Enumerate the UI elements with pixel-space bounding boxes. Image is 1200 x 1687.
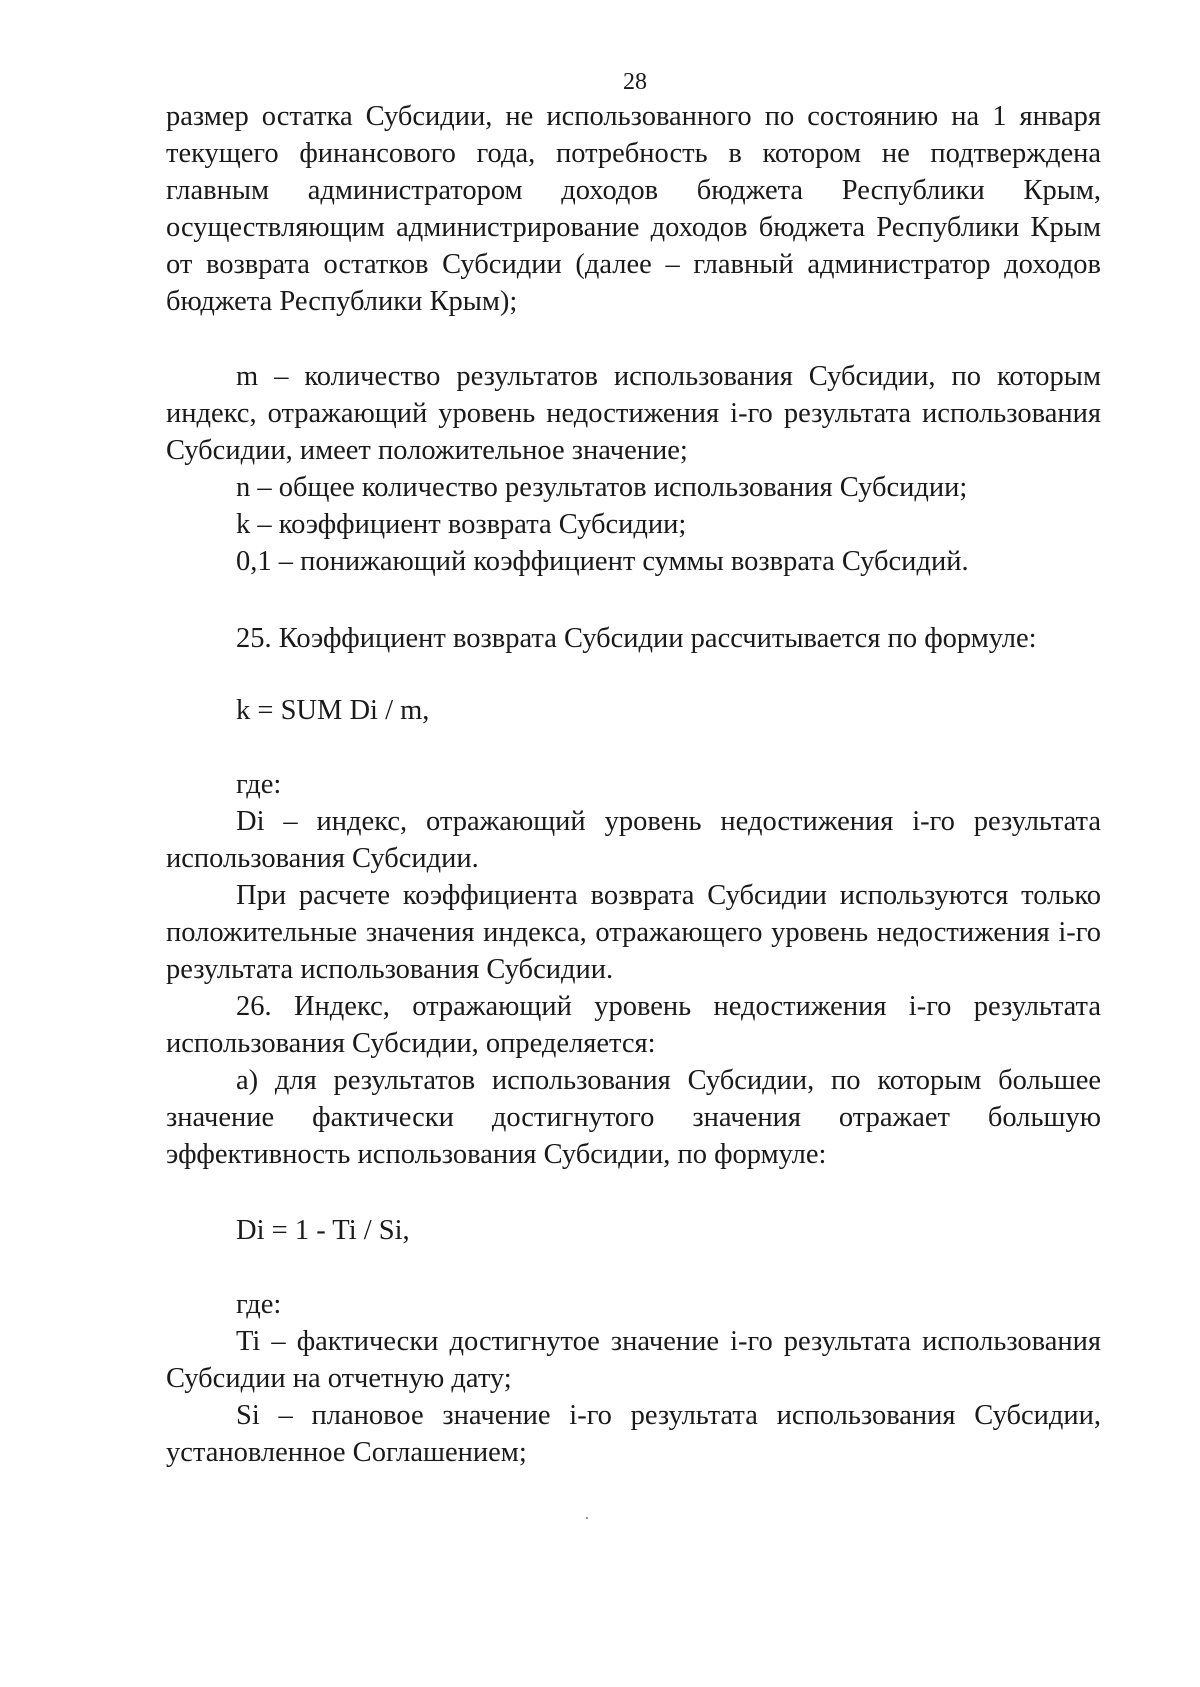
definitions-block [166, 358, 1101, 580]
section-25-paragraph: 25. Коэффициент возврата Субсидии рассчитывается по формуле: [236, 623, 1037, 654]
where-block-1 [166, 766, 1101, 1173]
where-label-2: где: [236, 1289, 282, 1320]
paragraph-positive-values: При расчете коэффициента возврата Субсидии используются только положительные значения индекса, отражающего уровень недостижения i-го результата использования Субсидии. [166, 880, 1101, 985]
definition-m: m – количество результатов использования Субсидии, по которым индекс, отражающий уровень недостижения i-го результата использования Субсидии, имеет положительное значение; [166, 361, 1101, 466]
where-block-2 [166, 1286, 1101, 1471]
section-25-heading-block [166, 620, 1101, 657]
definition-reduction-coefficient: 0,1 – понижающий коэффициент суммы возврата Субсидий. [236, 546, 969, 577]
definition-k: k – коэффициент возврата Субсидии; [236, 509, 687, 540]
definition-di: Di – индекс, отражающий уровень недостижения i-го результата использования Субсидии. [166, 806, 1101, 874]
formula-di-block [166, 1212, 1101, 1249]
formula-k: k = SUM Di / m, [236, 695, 430, 726]
formula-di: Di = 1 - Ti / Si, [236, 1215, 410, 1246]
formula-k-block [166, 692, 1101, 729]
where-label: где: [236, 769, 282, 800]
definition-ti: Ti – фактически достигнутое значение i-го результата использования Субсидии на отчетную дату; [166, 1326, 1101, 1394]
clause-a-paragraph: а) для результатов использования Субсидии, по которым большее значение фактически достигнутого значения отражает большую эффективность использования Субсидии, по формуле: [166, 1065, 1101, 1170]
definition-n: n – общее количество результатов использования Субсидии; [236, 472, 968, 503]
scan-speck [586, 1517, 588, 1519]
page-number: 28 [623, 69, 647, 95]
section-26-paragraph: 26. Индекс, отражающий уровень недостижения i-го результата использования Субсидии, определяется: [166, 991, 1101, 1059]
body-text [166, 98, 1101, 320]
definition-si: Si – плановое значение i-го результата использования Субсидии, установленное Соглашением; [166, 1400, 1101, 1468]
paragraph-remainder-definition: размер остатка Субсидии, не использованного по состоянию на 1 января текущего финансового года, потребность в котором не подтверждена главным администратором доходов бюджета Республики Крым, осуществляющим администрирование доходов бюджета Республики Крым от возврата остатков Субсидии (далее – главный администратор доходов бюджета Республики Крым); [166, 101, 1101, 317]
